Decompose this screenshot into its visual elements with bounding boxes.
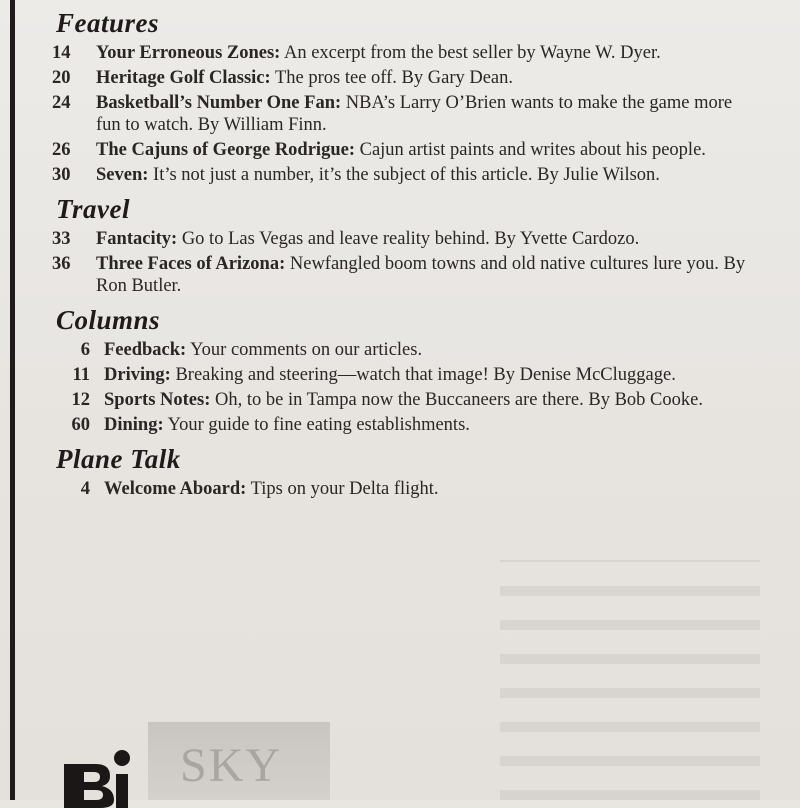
- toc-entry: [52, 414, 752, 436]
- section-title: Plane Talk: [56, 444, 181, 474]
- page-number: 6: [80, 340, 90, 360]
- toc-entry: [52, 339, 752, 361]
- entry-description: It’s not just a number, it’s the subject of this article. By Julie Wilson.: [153, 165, 660, 185]
- entry-description: NBA’s Larry O’Brien wants to make the game more fun to watch. By William Finn.: [96, 93, 733, 135]
- entry-title: Driving:: [104, 365, 171, 385]
- publisher-logo-icon: [62, 748, 132, 808]
- page-number: 4: [80, 479, 90, 499]
- entry-text: [104, 389, 752, 411]
- entry-title: Your Erroneous Zones:: [96, 43, 281, 63]
- entry-title: Fantacity:: [96, 229, 178, 249]
- toc-entry: [52, 389, 752, 411]
- page-number: 36: [52, 254, 71, 274]
- sky-cover-thumbnail: [148, 722, 330, 800]
- magazine-name: SKY: [180, 739, 283, 792]
- entry-title: Basketball’s Number One Fan:: [96, 93, 342, 113]
- entry-text: [96, 253, 752, 297]
- entry-description: Go to Las Vegas and leave reality behind. By Yvette Cardozo.: [181, 229, 640, 249]
- entry-description: Newfangled boom towns and old native cultures lure you. By Ron Butler.: [96, 254, 746, 296]
- page-number: 33: [52, 229, 71, 249]
- page-number: 11: [72, 365, 90, 385]
- toc-entry: [52, 92, 752, 136]
- entry-description: Oh, to be in Tampa now the Buccaneers are there. By Bob Cooke.: [215, 390, 703, 410]
- toc-entry: [52, 42, 752, 64]
- entry-text: [104, 339, 752, 361]
- entry-title: The Cajuns of George Rodrigue:: [96, 140, 355, 160]
- entry-text: [104, 364, 752, 386]
- entry-description: Cajun artist paints and writes about his people.: [359, 140, 706, 160]
- entry-description: Your guide to fine eating establishments.: [167, 415, 470, 435]
- entry-description: An excerpt from the best seller by Wayne W. Dyer.: [283, 43, 661, 63]
- section-columns: [52, 303, 752, 436]
- page-number: 20: [52, 68, 71, 88]
- section-plane-talk: [52, 442, 752, 500]
- entry-title: Heritage Golf Classic:: [96, 68, 271, 88]
- table-of-contents: [52, 6, 752, 506]
- entry-title: Feedback:: [104, 340, 187, 360]
- toc-entry: [52, 364, 752, 386]
- entry-title: Dining:: [104, 415, 164, 435]
- toc-entry: [52, 228, 752, 250]
- entry-list: [52, 339, 752, 436]
- toc-entry: [52, 164, 752, 186]
- entry-title: Sports Notes:: [104, 390, 211, 410]
- page-number: 14: [52, 43, 71, 63]
- page-number: 24: [52, 93, 71, 113]
- entry-text: [96, 139, 752, 161]
- entry-text: [96, 92, 752, 136]
- page-number: 12: [71, 390, 90, 410]
- page-number: 30: [52, 165, 71, 185]
- entry-text: [96, 67, 752, 89]
- entry-list: [52, 42, 752, 186]
- entry-title: Welcome Aboard:: [104, 479, 247, 499]
- bleed-through-texture: [500, 560, 760, 800]
- entry-description: Your comments on our articles.: [190, 340, 423, 360]
- toc-entry: [52, 67, 752, 89]
- entry-description: Tips on your Delta flight.: [250, 479, 439, 499]
- toc-entry: [52, 139, 752, 161]
- section-title: Columns: [56, 305, 161, 335]
- entry-text: [104, 414, 752, 436]
- page-number: 60: [71, 415, 90, 435]
- section-travel: [52, 192, 752, 297]
- entry-description: The pros tee off. By Gary Dean.: [274, 68, 514, 88]
- entry-description: Breaking and steering—watch that image! By Denise McCluggage.: [175, 365, 676, 385]
- section-title: Travel: [56, 194, 130, 224]
- entry-text: [96, 228, 752, 250]
- entry-text: [96, 42, 752, 64]
- page-number: 26: [52, 140, 71, 160]
- toc-entry: [52, 253, 752, 297]
- left-margin-rule: [10, 0, 15, 800]
- entry-list: [52, 228, 752, 297]
- toc-entry: [52, 478, 752, 500]
- entry-title: Seven:: [96, 165, 149, 185]
- entry-title: Three Faces of Arizona:: [96, 254, 286, 274]
- section-features: [52, 6, 752, 186]
- publisher-logo-area: [54, 720, 344, 800]
- entry-text: [104, 478, 752, 500]
- entry-list: [52, 478, 752, 500]
- section-title: Features: [56, 8, 160, 38]
- entry-text: [96, 164, 752, 186]
